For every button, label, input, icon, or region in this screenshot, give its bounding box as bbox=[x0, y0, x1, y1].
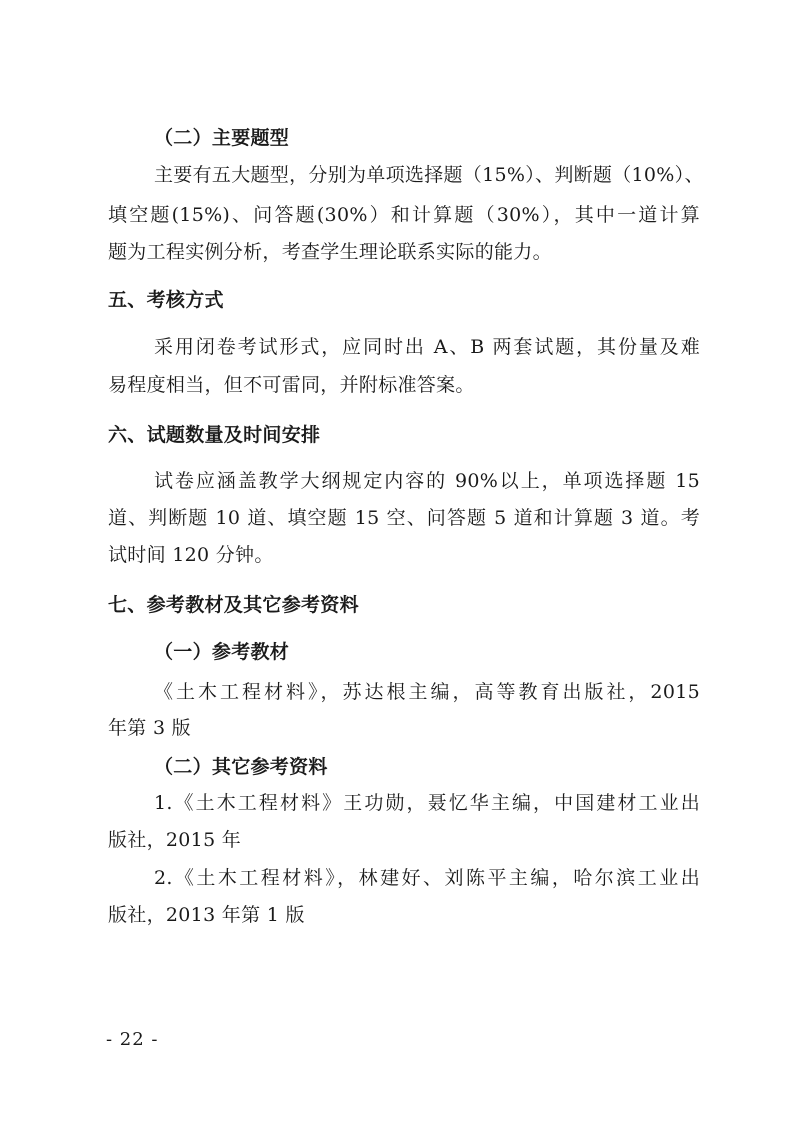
reference-line: 2.《土木工程材料》，林建好、刘陈平主编，哈尔滨工业出 bbox=[154, 867, 700, 889]
page-number: - 22 - bbox=[106, 1029, 159, 1050]
reference-line: 《土木工程材料》，苏达根主编，高等教育出版社，2015 bbox=[154, 681, 700, 703]
section-heading-quantity-time: 六、试题数量及时间安排 bbox=[108, 424, 321, 446]
section-heading-assessment: 五、考核方式 bbox=[108, 289, 224, 311]
paragraph-line: 采用闭卷考试形式，应同时出 A、B 两套试题，其份量及难 bbox=[154, 336, 700, 358]
paragraph-line: 道、判断题 10 道、填空题 15 空、问答题 5 道和计算题 3 道。考 bbox=[108, 507, 700, 529]
paragraph-line: 填空题(15%)、问答题(30%）和计算题（30%），其中一道计算 bbox=[108, 204, 700, 226]
paragraph-line: 试时间 120 分钟。 bbox=[108, 544, 274, 566]
paragraph-line: 易程度相当，但不可雷同，并附标准答案。 bbox=[108, 374, 475, 396]
reference-line: 年第 3 版 bbox=[108, 717, 191, 739]
reference-line: 1.《土木工程材料》王功勋，聂忆华主编，中国建材工业出 bbox=[154, 792, 700, 814]
subsection-heading-question-types: （二）主要题型 bbox=[154, 127, 290, 149]
subsection-heading-textbook: （一）参考教材 bbox=[154, 641, 290, 663]
paragraph-line: 题为工程实例分析，考查学生理论联系实际的能力。 bbox=[108, 241, 552, 263]
reference-line: 版社，2013 年第 1 版 bbox=[108, 904, 305, 926]
reference-line: 版社，2015 年 bbox=[108, 829, 242, 851]
subsection-heading-other-materials: （二）其它参考资料 bbox=[154, 756, 328, 778]
paragraph-line: 主要有五大题型，分别为单项选择题（15%）、判断题（10%）、 bbox=[154, 164, 704, 186]
section-heading-references: 七、参考教材及其它参考资料 bbox=[108, 594, 359, 616]
paragraph-line: 试卷应涵盖教学大纲规定内容的 90%以上，单项选择题 15 bbox=[154, 470, 700, 492]
